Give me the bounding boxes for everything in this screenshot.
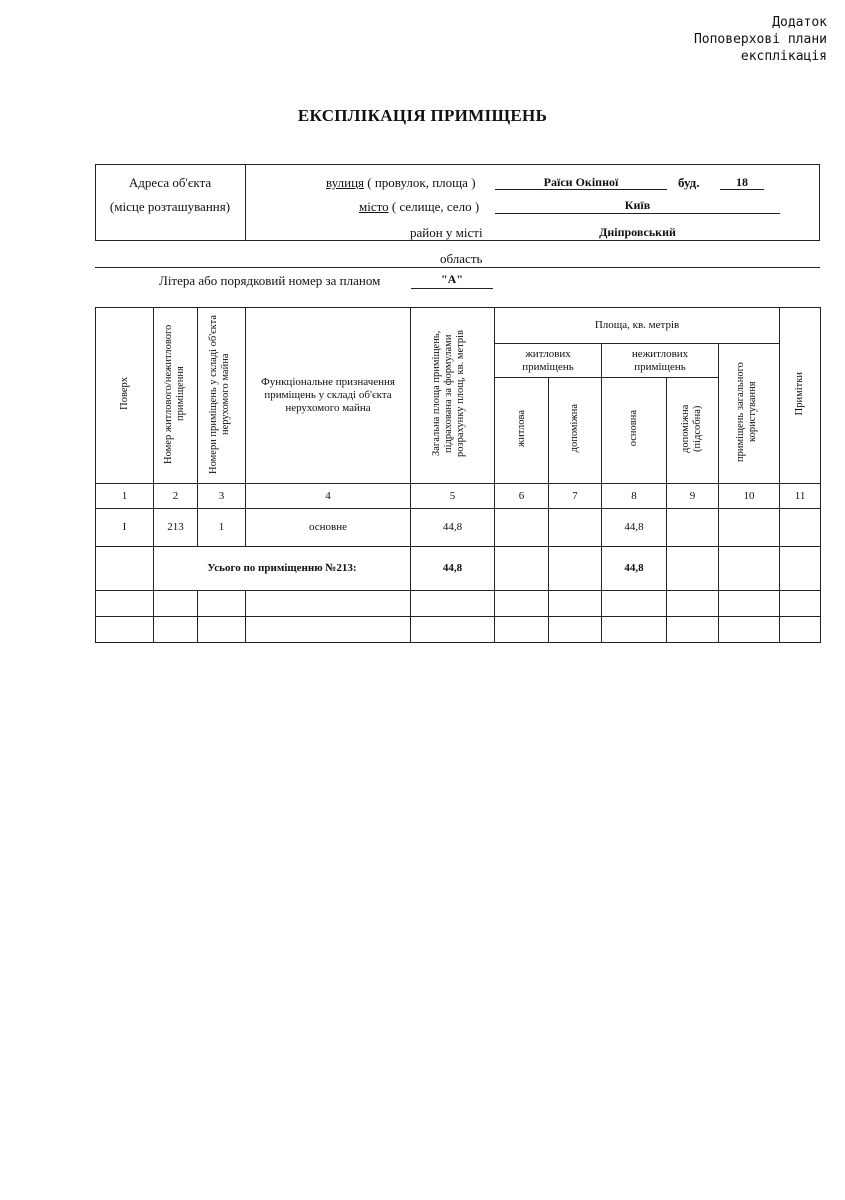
header-living-text: житлова bbox=[515, 409, 527, 448]
explication-table bbox=[95, 307, 821, 643]
litera-value: "А" bbox=[441, 272, 463, 286]
header-room-number bbox=[154, 308, 198, 484]
header-function bbox=[246, 308, 411, 484]
address-label-sub: (місце розташування) bbox=[109, 199, 231, 214]
header-floor-text: Поверх bbox=[118, 377, 130, 410]
page-title: ЕКСПЛІКАЦІЯ ПРИМІЩЕНЬ bbox=[297, 106, 548, 125]
table-row bbox=[96, 509, 821, 547]
total-empty bbox=[96, 547, 154, 591]
header-rooms-in-property bbox=[198, 308, 246, 484]
address-divider bbox=[245, 164, 246, 241]
header-notes bbox=[780, 308, 821, 484]
street-label: вулиця bbox=[326, 175, 365, 190]
col-num: 2 bbox=[154, 484, 198, 509]
col-num: 8 bbox=[602, 484, 667, 509]
header-room-number-text: Номер житлового/нежитлового приміщення bbox=[162, 323, 186, 464]
empty-row bbox=[96, 591, 821, 617]
region-label: область bbox=[440, 251, 483, 266]
city-value: Київ bbox=[624, 198, 651, 212]
cell-total: 44,8 bbox=[411, 509, 495, 547]
header-residential: житлових приміщень bbox=[495, 344, 602, 378]
total-row bbox=[96, 547, 821, 591]
total-area: 44,8 bbox=[411, 547, 495, 591]
col-num: 3 bbox=[198, 484, 246, 509]
total-empty bbox=[719, 547, 780, 591]
header-notes-text: Примітки bbox=[794, 371, 806, 416]
col-num: 5 bbox=[411, 484, 495, 509]
total-empty bbox=[549, 547, 602, 591]
header-auxiliary-basement-text: допоміжна (підсобна) bbox=[679, 404, 703, 453]
header-auxiliary-basement bbox=[667, 378, 719, 484]
column-number-row bbox=[96, 484, 821, 509]
header-common-use bbox=[719, 344, 780, 484]
col-num: 1 bbox=[96, 484, 154, 509]
header-main bbox=[602, 378, 667, 484]
header-rooms-in-property-text: Номери приміщень у складі об'єкта нерухомого майна bbox=[207, 314, 231, 474]
cell-aux bbox=[549, 509, 602, 547]
address-label: Адреса об'єкта bbox=[128, 175, 212, 190]
region-rule bbox=[95, 267, 820, 268]
cell-living bbox=[495, 509, 549, 547]
header-floor bbox=[96, 308, 154, 484]
cell-room: 213 bbox=[154, 509, 198, 547]
city-label-row bbox=[359, 199, 479, 215]
col-num: 4 bbox=[246, 484, 411, 509]
total-empty bbox=[495, 547, 549, 591]
city-underline bbox=[495, 213, 780, 214]
cell-common bbox=[719, 509, 780, 547]
header-function-text: Функціональне призначення приміщень у складі об'єкта нерухомого майна bbox=[261, 376, 395, 414]
col-num: 11 bbox=[780, 484, 821, 509]
header-main-text: основна bbox=[628, 410, 639, 447]
building-value: 18 bbox=[736, 175, 748, 189]
total-empty bbox=[667, 547, 719, 591]
total-main: 44,8 bbox=[602, 547, 667, 591]
col-num: 9 bbox=[667, 484, 719, 509]
header-nonresidential: нежитлових приміщень bbox=[602, 344, 719, 378]
col-num: 7 bbox=[549, 484, 602, 509]
header-area-group: Площа, кв. метрів bbox=[495, 308, 780, 344]
city-label: місто bbox=[359, 199, 389, 214]
cell-function: основне bbox=[246, 509, 411, 547]
city-suffix: ( селище, село ) bbox=[391, 199, 480, 214]
cell-main: 44,8 bbox=[602, 509, 667, 547]
appendix-note bbox=[694, 14, 827, 65]
appendix-line-2: Поповерхові плани bbox=[693, 32, 827, 47]
street-value: Раїси Окіпної bbox=[543, 175, 619, 189]
litera-underline bbox=[411, 288, 493, 289]
appendix-line-3: експлікація bbox=[740, 49, 827, 64]
cell-aux2 bbox=[667, 509, 719, 547]
litera-label: Літера або порядковий номер за планом bbox=[159, 273, 381, 288]
header-common-use-text: приміщень загального користування bbox=[735, 361, 759, 462]
total-empty bbox=[780, 547, 821, 591]
cell-floor: I bbox=[96, 509, 154, 547]
col-num: 6 bbox=[495, 484, 549, 509]
cell-notes bbox=[780, 509, 821, 547]
header-auxiliary-text: допоміжна bbox=[569, 404, 580, 453]
appendix-line-1: Додаток bbox=[772, 15, 827, 30]
district-label: район у місті bbox=[410, 225, 483, 240]
header-auxiliary bbox=[549, 378, 602, 484]
header-total-area bbox=[411, 308, 495, 484]
col-num: 10 bbox=[719, 484, 780, 509]
district-value: Дніпровський bbox=[599, 225, 676, 239]
header-living bbox=[495, 378, 549, 484]
empty-row bbox=[96, 617, 821, 643]
header-total-area-text: Загальна площа приміщень, підрахована за формулами розрахунку площ, кв. метрів bbox=[430, 330, 466, 458]
total-label: Усього по приміщенню №213: bbox=[154, 547, 411, 591]
street-label-row bbox=[326, 175, 476, 191]
building-label: буд. bbox=[678, 175, 700, 190]
street-suffix: ( провулок, площа ) bbox=[367, 175, 476, 190]
cell-num: 1 bbox=[198, 509, 246, 547]
